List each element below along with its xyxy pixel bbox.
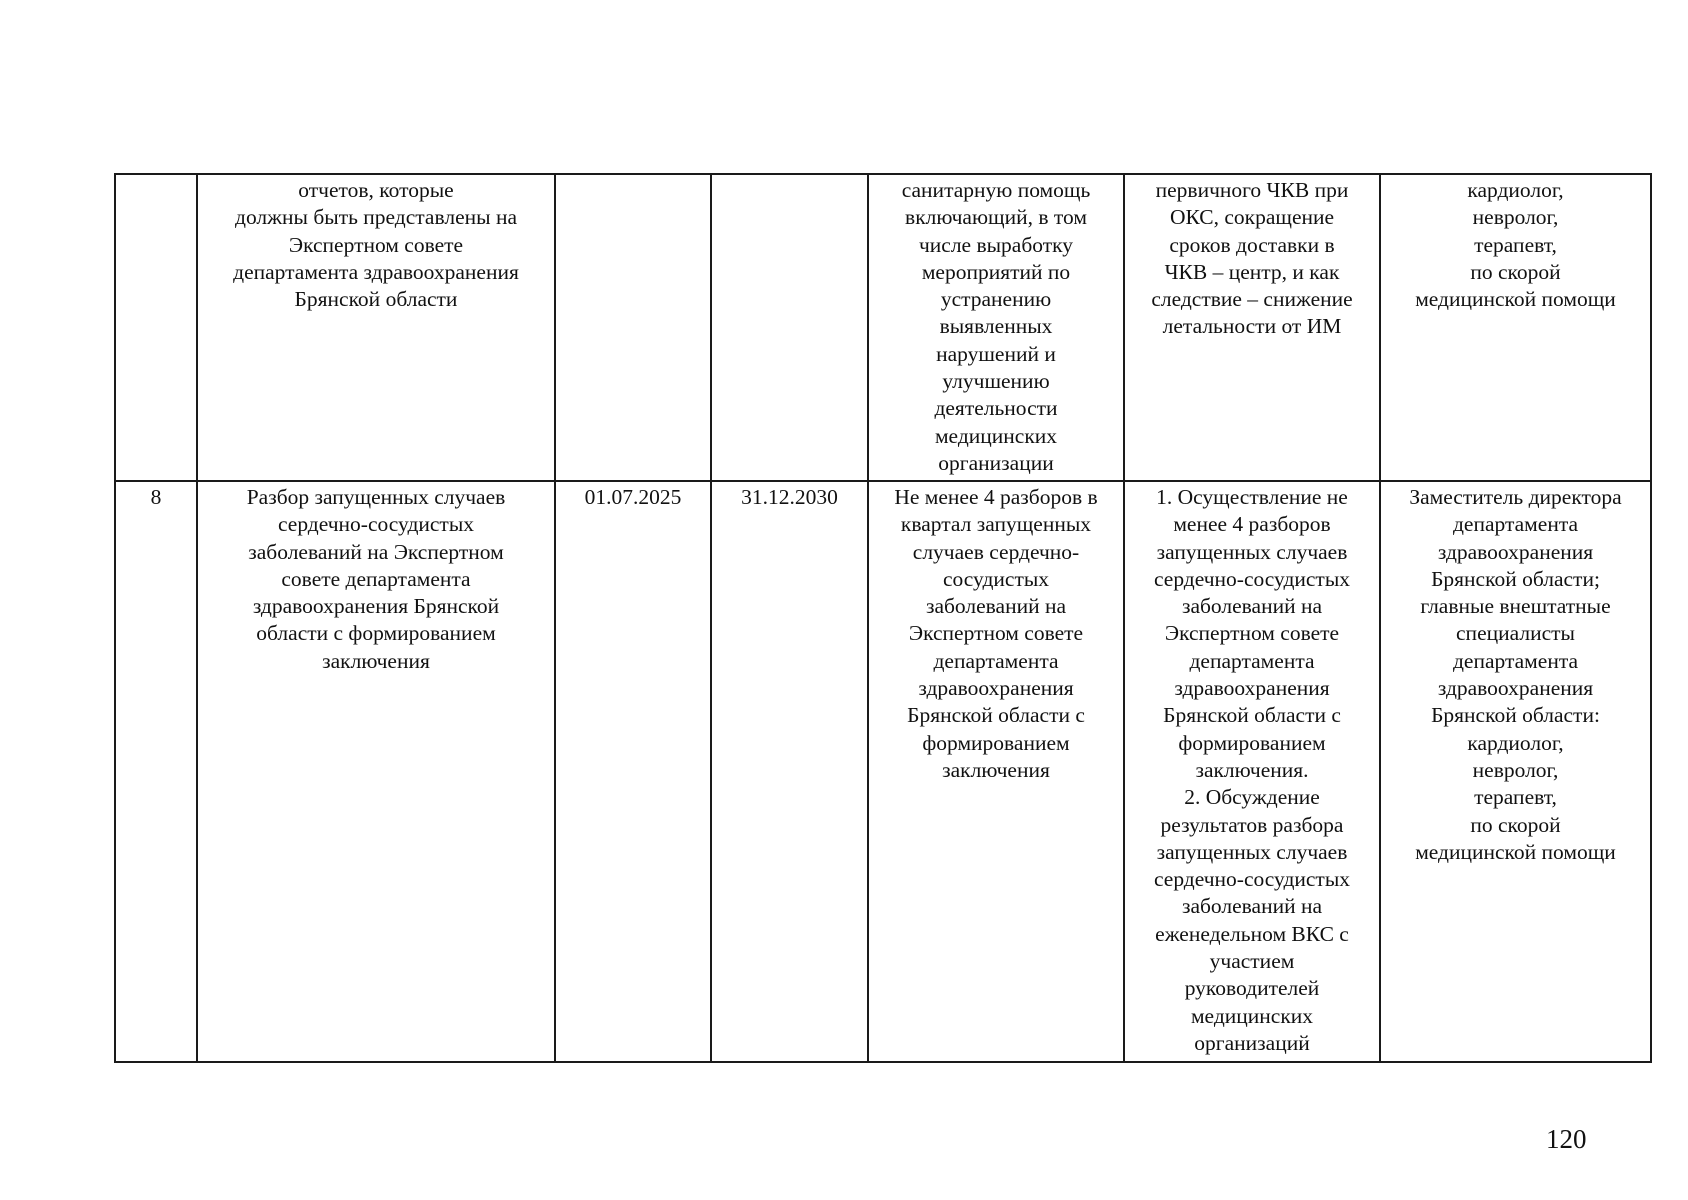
- text-line: медицинской помощи: [1415, 287, 1616, 312]
- text-line: 1. Осуществление не: [1156, 485, 1348, 509]
- cell-result: [868, 174, 1124, 481]
- text-line: здравоохранения: [1437, 539, 1594, 564]
- cell-responsible: [1380, 174, 1651, 481]
- text-line: деятельности: [934, 396, 1058, 421]
- text-line: формированием: [1178, 730, 1326, 755]
- text-line: Экспертном совете: [288, 232, 464, 257]
- text-line: заболеваний на Экспертном: [248, 539, 504, 564]
- text-line: медицинских: [934, 423, 1058, 448]
- text-line: департамента здравоохранения: [233, 259, 519, 284]
- text-line: следствие – снижение: [1151, 287, 1353, 312]
- text-line: устранению: [940, 287, 1052, 312]
- text-line: совете департамента: [281, 566, 471, 591]
- cell-end-date: [711, 174, 868, 481]
- text-line: включающий, в том: [905, 205, 1087, 230]
- text-line: выявленных: [939, 314, 1053, 339]
- text-line: ЧКВ – центр, и как: [1164, 259, 1340, 284]
- text-line: улучшению: [942, 369, 1050, 394]
- text-line: квартал запущенных: [900, 512, 1092, 537]
- cell-start-date: 01.07.2025: [555, 481, 711, 1062]
- text-line: области с формированием: [256, 621, 496, 646]
- text-line: заболеваний на: [925, 594, 1067, 619]
- text-line: по скорой: [1470, 259, 1561, 284]
- text-line: департамента: [933, 648, 1059, 673]
- text-line: Заместитель директора: [1409, 485, 1622, 509]
- table-row: [115, 481, 1651, 1062]
- text-line: здравоохранения: [918, 676, 1074, 701]
- text-line: 2. Обсуждение: [1184, 785, 1320, 810]
- cell-number: 8: [115, 481, 197, 1062]
- text-line: заключения: [942, 757, 1050, 782]
- cell-result: [868, 481, 1124, 1062]
- text-line: медицинских: [1190, 1003, 1314, 1028]
- text-line: менее 4 разборов: [1173, 512, 1331, 537]
- text-line: Брянской области с: [1163, 703, 1341, 728]
- text-line: запущенных случаев: [1156, 839, 1348, 864]
- text-line: ОКС, сокращение: [1169, 205, 1335, 230]
- text-line: руководителей: [1184, 976, 1320, 1001]
- text-line: нарушений и: [936, 341, 1056, 366]
- cell-event: [197, 481, 555, 1062]
- text-line: терапевт,: [1474, 232, 1557, 257]
- text-line: сосудистых: [942, 566, 1050, 591]
- text-line: заключения: [322, 648, 430, 673]
- text-line: формированием: [922, 730, 1070, 755]
- text-line: здравоохранения Брянской: [252, 594, 500, 619]
- text-line: Брянской области: [294, 287, 458, 312]
- text-line: кардиолог,: [1467, 730, 1564, 755]
- cell-responsible: [1380, 481, 1651, 1062]
- text-line: еженедельном ВКС с: [1155, 921, 1349, 946]
- text-line: отчетов, которые: [298, 178, 454, 202]
- text-line: терапевт,: [1474, 785, 1557, 810]
- text-line: организаций: [1194, 1030, 1310, 1055]
- table-row: [115, 174, 1651, 481]
- text-line: летальности от ИМ: [1162, 314, 1342, 339]
- text-line: департамента: [1189, 648, 1315, 673]
- text-line: департамента: [1452, 512, 1579, 537]
- text-line: первичного ЧКВ при: [1155, 178, 1349, 202]
- cell-number: [115, 174, 197, 481]
- cell-end-date: 31.12.2030: [711, 481, 868, 1062]
- text-line: сроков доставки в: [1169, 232, 1335, 257]
- cell-start-date: [555, 174, 711, 481]
- text-line: заболеваний на: [1181, 894, 1323, 919]
- text-line: Брянской области с: [907, 703, 1085, 728]
- text-line: специалисты: [1456, 621, 1575, 646]
- text-line: здравоохранения: [1437, 676, 1594, 701]
- cell-event: [197, 174, 555, 481]
- text-line: Не менее 4 разборов в: [894, 485, 1098, 509]
- text-line: случаев сердечно-: [912, 539, 1080, 564]
- cell-indicator: [1124, 174, 1380, 481]
- text-line: невролог,: [1472, 205, 1559, 230]
- text-line: результатов разбора: [1160, 812, 1344, 837]
- text-line: Брянской области:: [1431, 703, 1600, 728]
- text-line: заключения.: [1195, 757, 1309, 782]
- text-line: числе выработку: [918, 232, 1074, 257]
- text-line: участием: [1209, 949, 1295, 974]
- text-line: Разбор запущенных случаев: [246, 485, 506, 509]
- text-line: мероприятий по: [921, 259, 1071, 284]
- plan-table: [114, 173, 1652, 1063]
- text-line: Экспертном совете: [1164, 621, 1340, 646]
- text-line: Брянской области;: [1431, 566, 1600, 591]
- cell-indicator: [1124, 481, 1380, 1062]
- text-line: сердечно-сосудистых: [1153, 867, 1351, 892]
- text-line: медицинской помощи: [1415, 839, 1616, 864]
- page-number: 120: [1546, 1124, 1587, 1154]
- text-line: сердечно-сосудистых: [1153, 566, 1351, 591]
- text-line: кардиолог,: [1467, 178, 1564, 202]
- text-line: невролог,: [1472, 757, 1559, 782]
- text-line: по скорой: [1470, 812, 1561, 837]
- text-line: заболеваний на: [1181, 594, 1323, 619]
- text-line: департамента: [1452, 648, 1579, 673]
- text-line: запущенных случаев: [1156, 539, 1348, 564]
- text-line: главные внештатные: [1420, 594, 1611, 619]
- text-line: организации: [938, 450, 1054, 475]
- text-line: здравоохранения: [1174, 676, 1330, 701]
- text-line: Экспертном совете: [908, 621, 1084, 646]
- text-line: сердечно-сосудистых: [277, 512, 475, 537]
- text-line: должны быть представлены на: [235, 205, 517, 230]
- text-line: санитарную помощь: [901, 178, 1091, 202]
